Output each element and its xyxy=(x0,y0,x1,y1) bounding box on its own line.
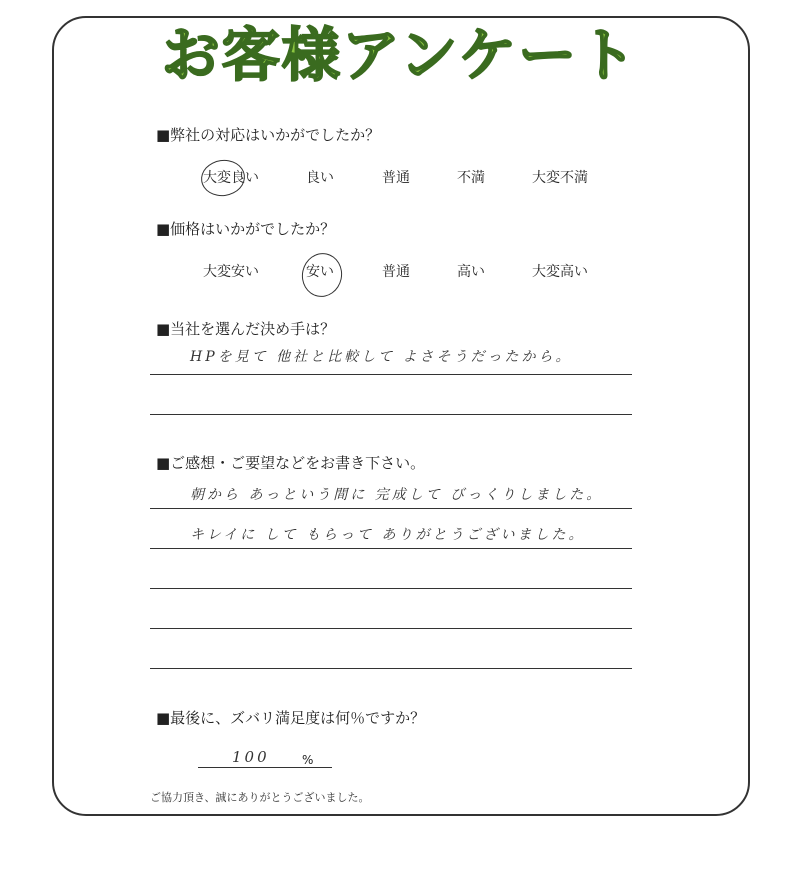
percent-unit: % xyxy=(302,753,314,767)
answer-line xyxy=(150,548,632,549)
option-service-very-good[interactable]: 大変良い xyxy=(203,170,259,186)
satisfaction-line xyxy=(198,767,332,768)
answer-line xyxy=(150,588,632,589)
satisfaction-value[interactable]: 100 xyxy=(232,748,270,766)
thank-you-footer: ご協力頂き、誠にありがとうございました。 xyxy=(150,791,370,804)
option-service-good[interactable]: 良い xyxy=(306,170,334,186)
question-service: ■弊社の対応はいかがでしたか？ xyxy=(156,126,381,144)
answer-deciding-factor-line1[interactable]: HPを見て 他社と比較して よさそうだったから。 xyxy=(190,349,573,365)
option-price-very-cheap[interactable]: 大変安い xyxy=(203,264,259,280)
question-price: ■価格はいかがでしたか？ xyxy=(156,220,336,238)
option-price-cheap[interactable]: 安い xyxy=(306,264,334,280)
option-service-very-dissatisfied[interactable]: 大変不満 xyxy=(532,170,588,186)
question-satisfaction: ■最後に、ズバリ満足度は何％ですか？ xyxy=(156,709,426,727)
survey-title: お客様アンケート xyxy=(161,21,639,89)
option-service-dissatisfied[interactable]: 不満 xyxy=(457,170,485,186)
answer-line xyxy=(150,414,632,415)
answer-comments-line1[interactable]: 朝から あっという間に 完成して びっくりしました。 xyxy=(190,487,604,503)
option-service-normal[interactable]: 普通 xyxy=(382,170,410,186)
answer-line xyxy=(150,508,632,509)
question-comments: ■ご感想・ご要望などをお書き下さい。 xyxy=(156,454,426,472)
option-price-expensive[interactable]: 高い xyxy=(457,264,485,280)
option-price-normal[interactable]: 普通 xyxy=(382,264,410,280)
answer-line xyxy=(150,668,632,669)
answer-comments-line2[interactable]: キレイに して もらって ありがとうございました。 xyxy=(190,527,586,543)
option-price-very-expensive[interactable]: 大変高い xyxy=(532,264,588,280)
answer-line xyxy=(150,374,632,375)
answer-line xyxy=(150,628,632,629)
question-deciding-factor: ■当社を選んだ決め手は？ xyxy=(156,320,336,338)
